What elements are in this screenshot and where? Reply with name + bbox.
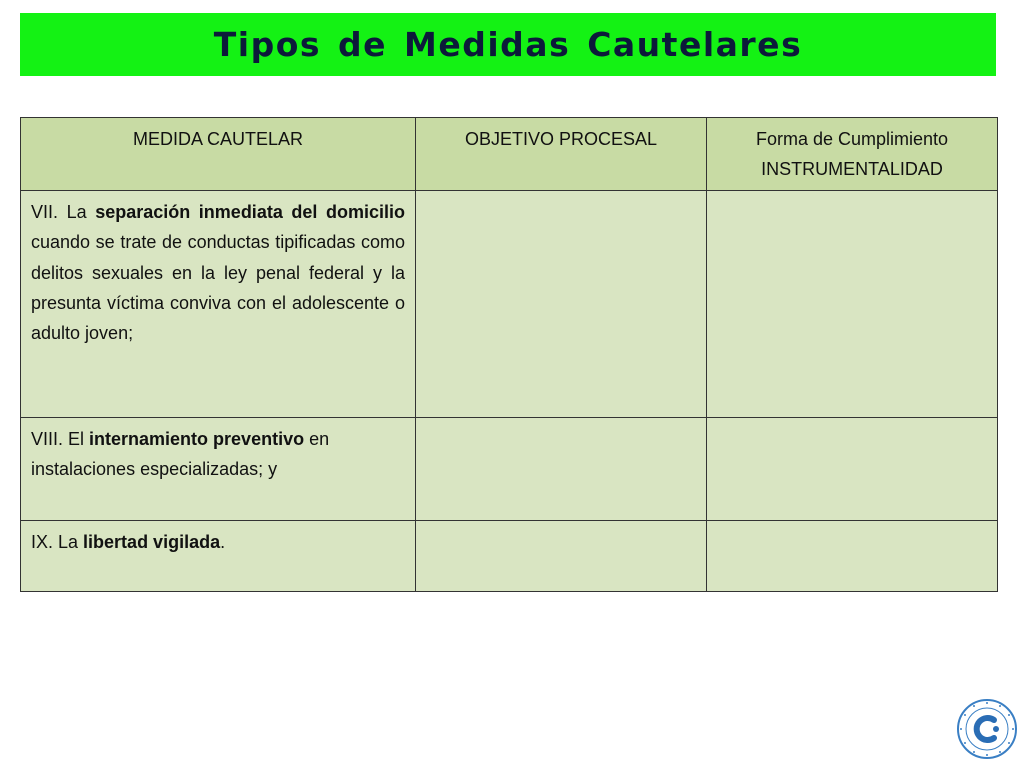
institute-seal-icon bbox=[956, 698, 1018, 760]
table-row bbox=[21, 191, 998, 418]
header-forma-line2: INSTRUMENTALIDAD bbox=[761, 159, 943, 179]
measure-prefix: IX. La bbox=[31, 532, 79, 552]
medida-cell bbox=[21, 191, 416, 418]
table-header-row bbox=[21, 118, 998, 191]
forma-cell bbox=[707, 521, 998, 592]
measure-description: en instalaciones especializadas; y bbox=[31, 429, 330, 480]
header-objetivo-procesal: OBJETIVO PROCESAL bbox=[416, 118, 707, 191]
page-title: Tipos de Medidas Cautelares bbox=[213, 25, 803, 64]
header-forma-line1: Forma de Cumplimiento bbox=[755, 129, 949, 149]
measure-description: cuando se trate de conductas tipificadas como delitos sexuales en la ley penal federal y la presunta víctima conviva con el adolescente o adulto joven; bbox=[31, 232, 405, 344]
header-medida-cautelar: MEDIDA CAUTELAR bbox=[21, 118, 416, 191]
forma-cell bbox=[707, 418, 998, 521]
measures-table bbox=[20, 117, 998, 592]
measure-prefix: VIII. El bbox=[31, 429, 85, 449]
medida-cell bbox=[21, 418, 416, 521]
table-row bbox=[21, 418, 998, 521]
measure-description: . bbox=[220, 532, 226, 552]
measure-prefix: VII. La bbox=[31, 202, 87, 222]
title-banner bbox=[20, 13, 996, 76]
measure-name: libertad vigilada bbox=[83, 532, 221, 552]
objetivo-cell bbox=[416, 418, 707, 521]
objetivo-cell bbox=[416, 191, 707, 418]
forma-cell bbox=[707, 191, 998, 418]
table-row bbox=[21, 521, 998, 592]
header-forma-cumplimiento bbox=[707, 118, 998, 191]
objetivo-cell bbox=[416, 521, 707, 592]
medida-cell bbox=[21, 521, 416, 592]
measure-name: separación inmediata del domicilio bbox=[95, 202, 405, 222]
measure-name: internamiento preventivo bbox=[89, 429, 305, 449]
